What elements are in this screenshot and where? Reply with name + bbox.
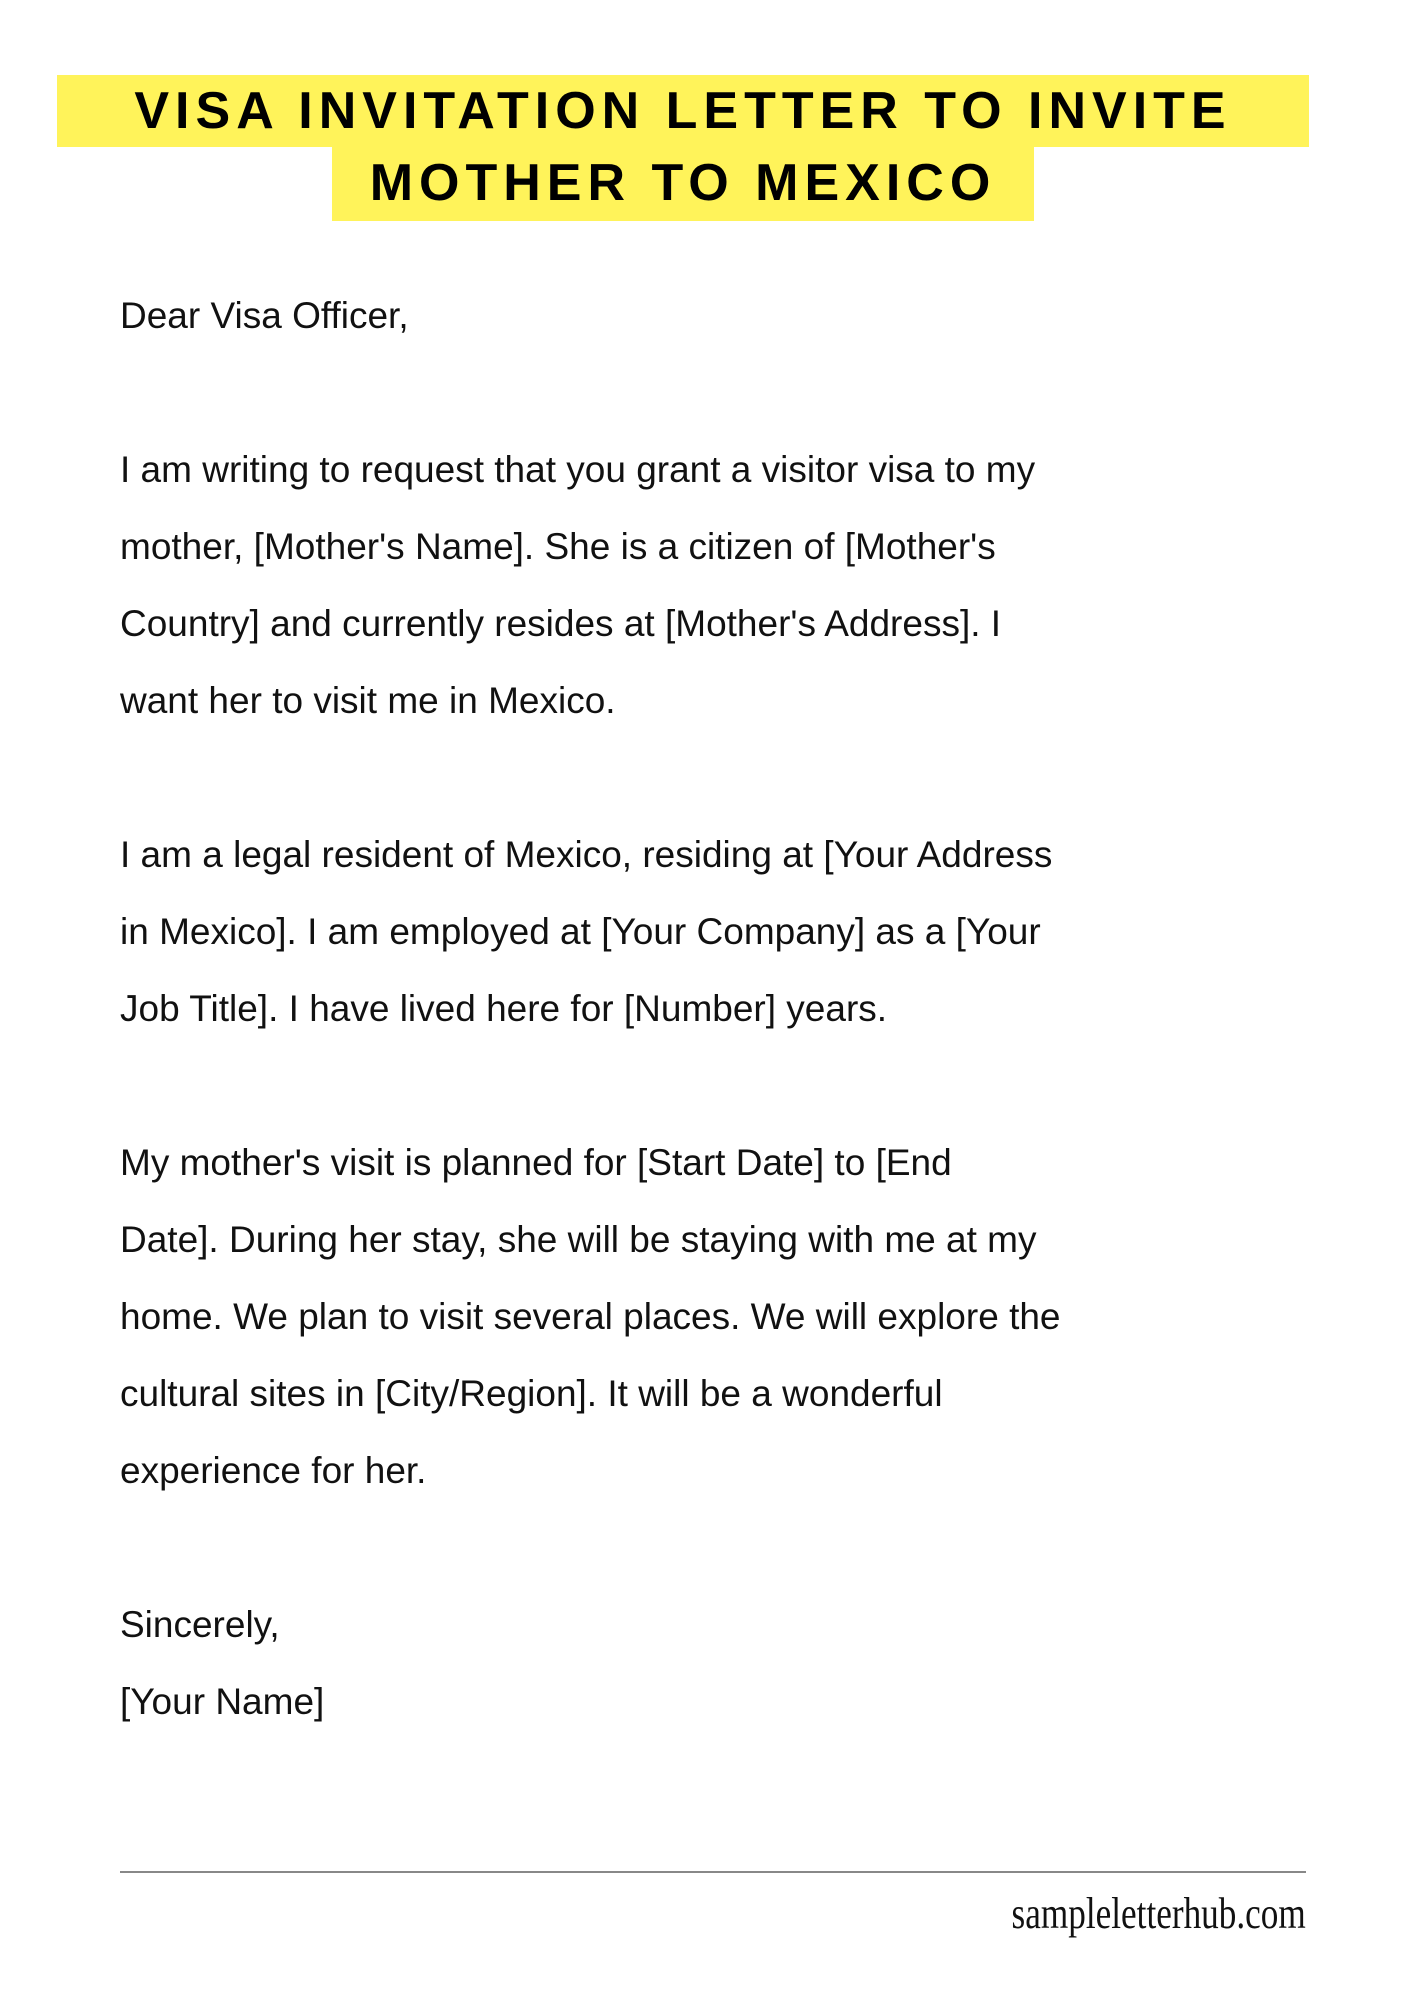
text-line: want her to visit me in Mexico. xyxy=(120,680,616,721)
text-line: mother, [Mother's Name]. She is a citizen of [Mother's xyxy=(120,526,996,567)
footer-divider xyxy=(120,1871,1306,1873)
text-line: Country] and currently resides at [Mother's Address]. I xyxy=(120,603,1002,644)
paragraph-3 xyxy=(120,1124,1350,1509)
title-line-1: VISA INVITATION LETTER TO INVITE xyxy=(57,75,1309,147)
text-line: home. We plan to visit several places. We will explore the xyxy=(120,1296,1061,1337)
text-line: I am writing to request that you grant a visitor visa to my xyxy=(120,449,1036,490)
text-line: Job Title]. I have lived here for [Number] years. xyxy=(120,988,888,1029)
text-line: in Mexico]. I am employed at [Your Company] as a [Your xyxy=(120,911,1041,952)
signature: [Your Name] xyxy=(120,1681,325,1722)
text-line: cultural sites in [City/Region]. It will be a wonderful xyxy=(120,1373,943,1414)
text-line: My mother's visit is planned for [Start Date] to [End xyxy=(120,1142,952,1183)
letter-body xyxy=(120,277,1350,1740)
footer-site-name: sampleletterhub.com xyxy=(1011,1889,1306,1938)
title-line-2: MOTHER TO MEXICO xyxy=(332,147,1034,221)
text-line: Date]. During her stay, she will be staying with me at my xyxy=(120,1219,1037,1260)
closing: Sincerely, xyxy=(120,1604,280,1645)
paragraph-2 xyxy=(120,816,1350,1047)
text-line: I am a legal resident of Mexico, residing at [Your Address xyxy=(120,834,1053,875)
salutation: Dear Visa Officer, xyxy=(120,295,409,336)
text-line: experience for her. xyxy=(120,1450,427,1491)
paragraph-1 xyxy=(120,431,1350,739)
